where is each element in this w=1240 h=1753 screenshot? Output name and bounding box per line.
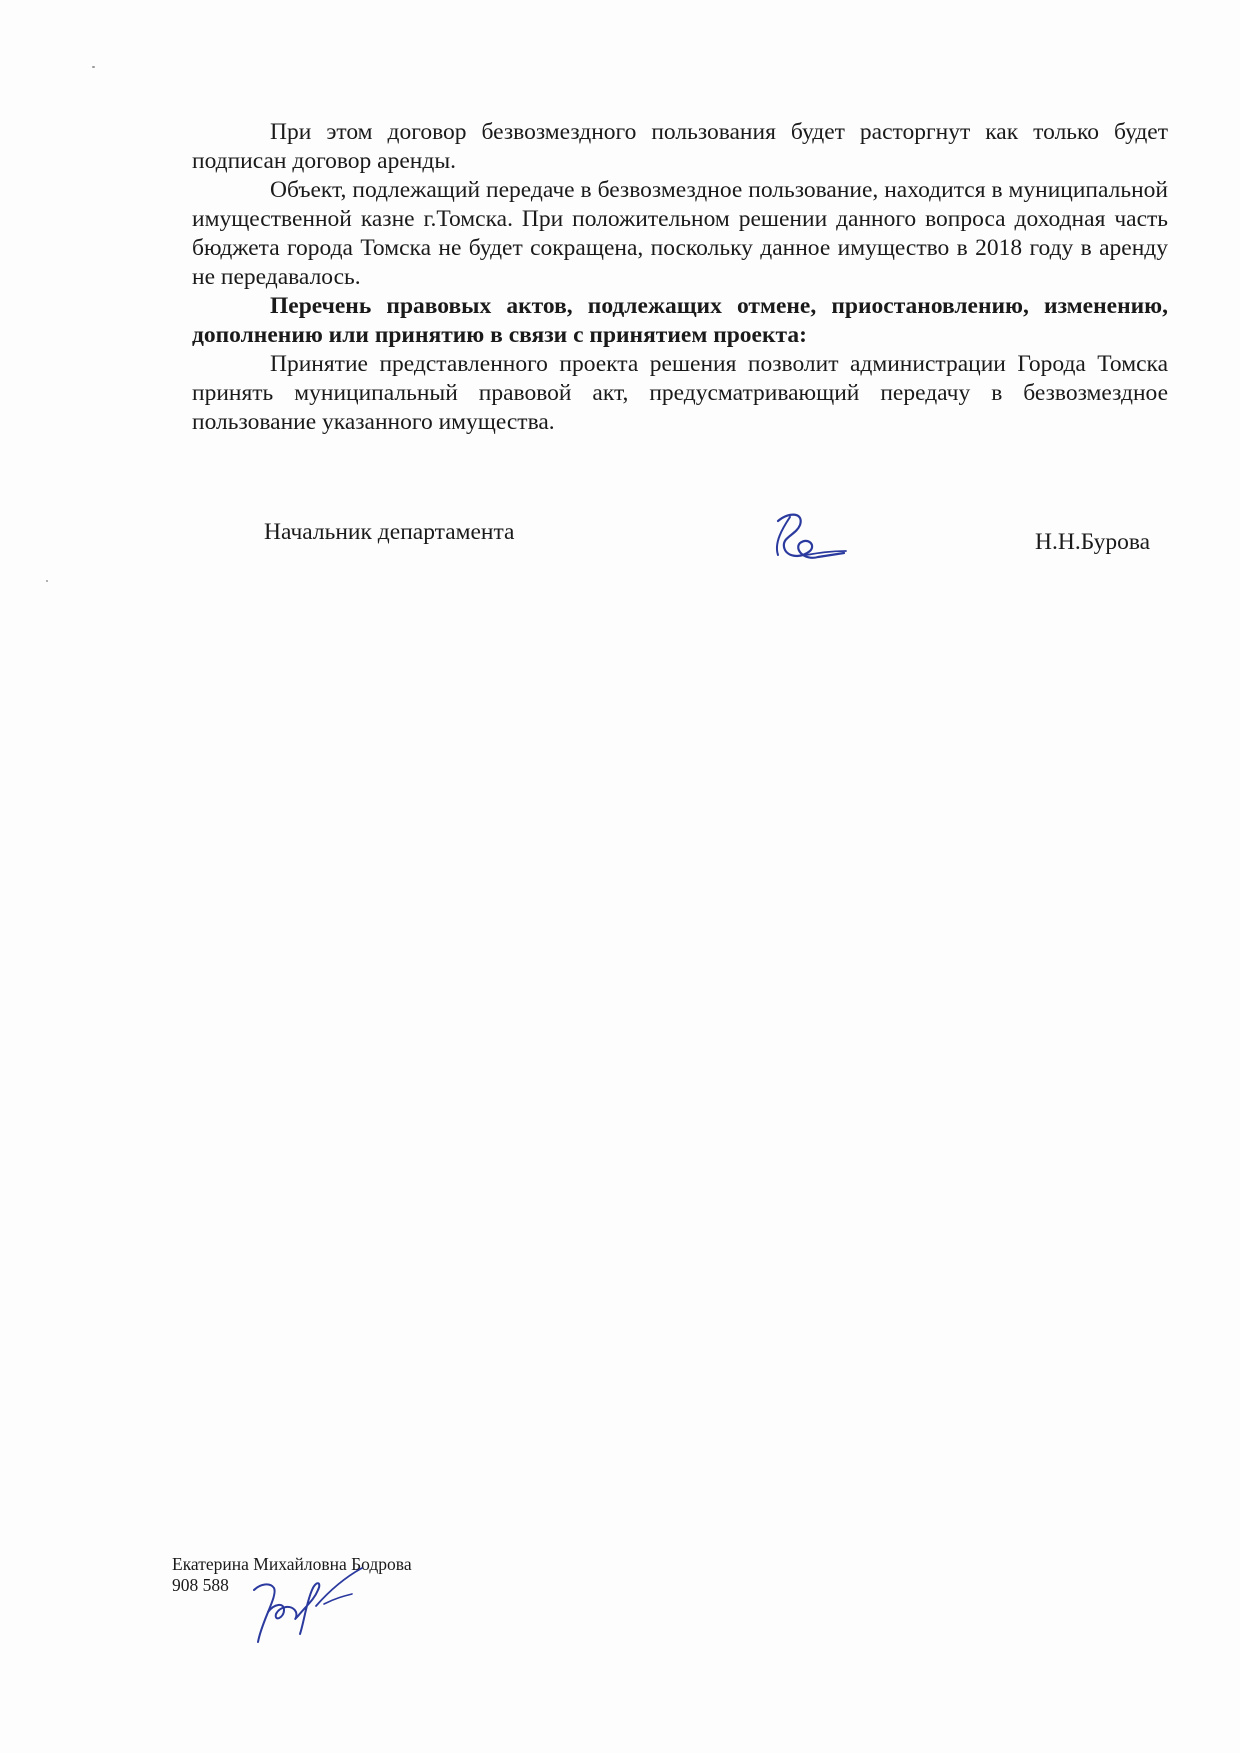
executor-signature-icon — [240, 1560, 370, 1650]
paragraph-termination: При этом договор безвозмездного пользования будет расторгнут как только будет подписан договор аренды. — [192, 119, 1168, 174]
executor-name: Екатерина Михайловна Бодрова — [172, 1554, 412, 1574]
paragraph-legal-acts-heading: Перечень правовых актов, подлежащих отмене, приостановлению, изменению, дополнению или принятию в связи с принятием проекта: — [192, 293, 1168, 348]
scan-speck — [92, 66, 95, 68]
signatory-name: Н.Н.Бурова — [1035, 529, 1151, 555]
signatory-title: Начальник департамента — [264, 519, 515, 545]
paragraph-adoption: Принятие представленного проекта решения позволит администрации Города Томска принять муниципальный правовой акт, предусматривающий передачу в безвозмездное пользование указанного имущества. — [192, 351, 1168, 435]
executor-phone: 908 588 — [172, 1575, 229, 1595]
paragraph-object: Объект, подлежащий передаче в безвозмездное пользование, находится в муниципальной имущественной казне г.Томска. При положительном решении данного вопроса доходная часть бюджета города Томска не будет сокращена, поскольку данное имущество в 2018 году в аренду не передавалось. — [192, 177, 1168, 290]
signature-block — [0, 515, 1240, 575]
document-body — [192, 118, 1168, 437]
scan-speck — [46, 580, 48, 582]
handwritten-signature-icon — [760, 507, 850, 571]
